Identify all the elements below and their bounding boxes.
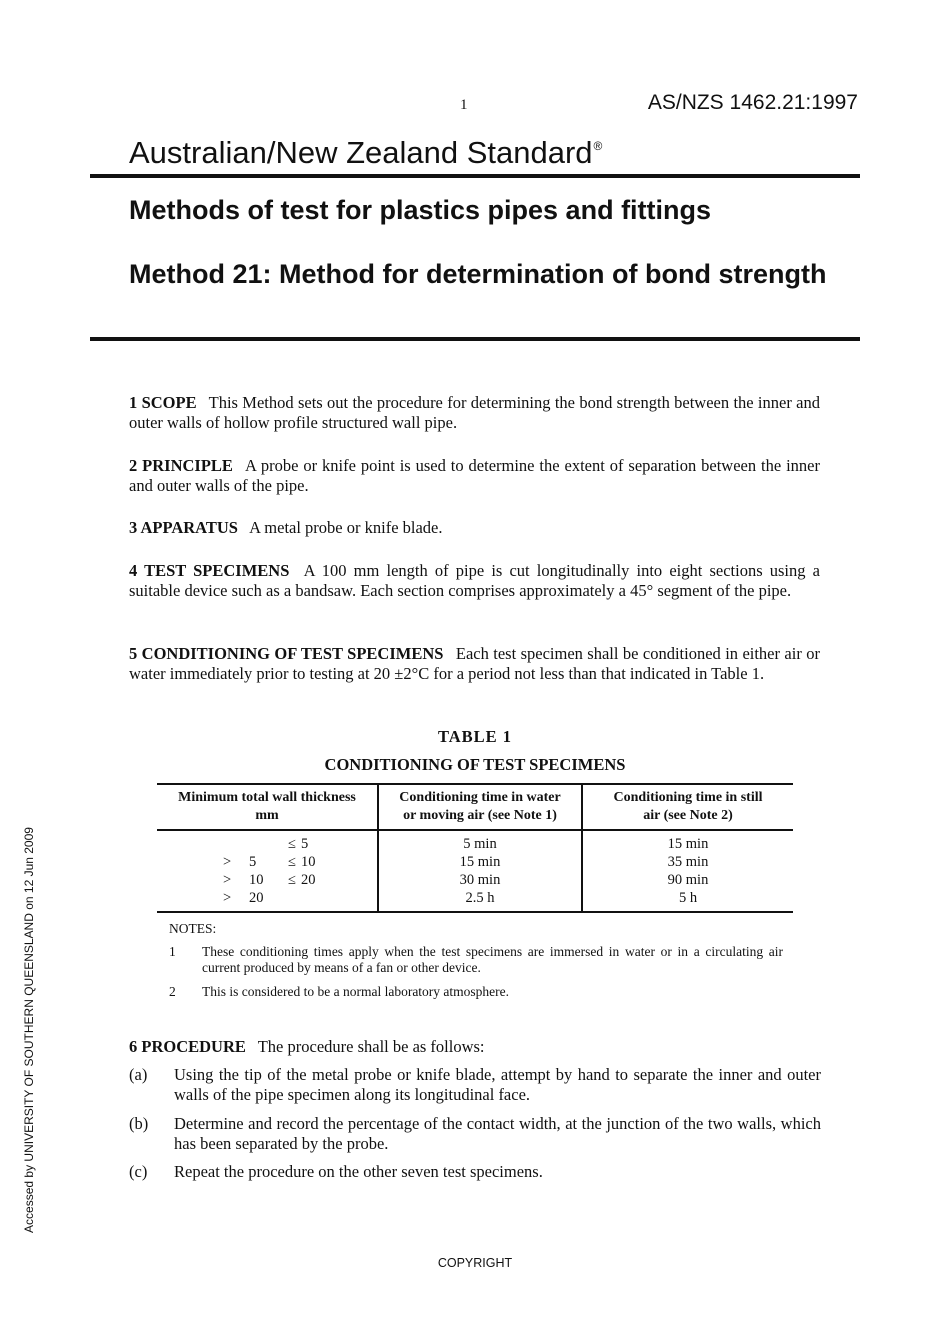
still-air-time: 90 min bbox=[667, 872, 709, 888]
header-rule-bottom bbox=[90, 337, 860, 341]
section-text: The procedure shall be as follows: bbox=[257, 1037, 485, 1056]
table-title: CONDITIONING OF TEST SPECIMENS bbox=[324, 755, 626, 774]
still-air-time: 5 h bbox=[582, 889, 793, 912]
note-text: These conditioning times apply when the test specimens are immersed in water or in a circulating air current produced by means of a fan or other device. bbox=[202, 944, 783, 975]
registered-mark: ® bbox=[593, 139, 603, 153]
thickness-cell bbox=[157, 830, 378, 853]
section-heading: 5 CONDITIONING OF TEST SPECIMENS bbox=[129, 644, 444, 663]
thickness-cell bbox=[157, 871, 378, 889]
table-row bbox=[157, 853, 793, 871]
thickness-op: > bbox=[223, 872, 232, 888]
still-air-time: 35 min bbox=[667, 854, 709, 870]
header-rule-top bbox=[90, 174, 860, 178]
standard-title bbox=[129, 135, 602, 171]
section-scope bbox=[129, 393, 820, 433]
page-number: 1 bbox=[460, 97, 468, 113]
copyright-footer: COPYRIGHT bbox=[437, 1256, 513, 1270]
header-text: air (see Note 2) bbox=[643, 808, 733, 823]
procedure-item-label: (a) bbox=[129, 1065, 148, 1084]
header-text: or moving air (see Note 1) bbox=[403, 808, 557, 823]
header-text: Conditioning time in still bbox=[613, 790, 763, 805]
section-text: A 100 mm length of pipe is cut longitudinally into eight sections using a suitable device such as a bandsaw. Each section comprises approximately a 45° segment of the pipe. bbox=[129, 561, 820, 600]
water-air-time: 5 min bbox=[378, 830, 582, 853]
thickness-max: 5 bbox=[301, 836, 309, 852]
notes-label: NOTES: bbox=[169, 921, 217, 936]
thickness-op: > bbox=[223, 854, 232, 870]
thickness-op: > bbox=[223, 890, 232, 906]
header-water-moving-air bbox=[378, 784, 582, 830]
thickness-cell bbox=[157, 853, 378, 871]
table-row bbox=[157, 889, 793, 912]
section-heading: 2 PRINCIPLE bbox=[129, 456, 233, 475]
header-still-air bbox=[582, 784, 793, 830]
section-principle bbox=[129, 456, 820, 496]
still-air-time: 15 min bbox=[667, 836, 709, 852]
header-wall-thickness bbox=[157, 784, 378, 830]
table-row bbox=[157, 871, 793, 889]
thickness-max: 20 bbox=[301, 872, 316, 888]
series-title: Methods of test for plastics pipes and fittings bbox=[129, 195, 712, 225]
section-procedure bbox=[129, 1037, 820, 1057]
section-test-specimens bbox=[129, 561, 820, 601]
header-unit: mm bbox=[255, 808, 279, 823]
water-air-time: 30 min bbox=[378, 871, 582, 889]
thickness-max: 10 bbox=[301, 854, 316, 870]
section-heading: 6 PROCEDURE bbox=[129, 1037, 246, 1056]
standard-title-text: Australian/New Zealand Standard bbox=[129, 135, 593, 170]
table-header-row bbox=[157, 784, 793, 830]
section-text: Each test specimen shall be conditioned in either air or water immediately prior to testing at 20 ±2°C for a period not less than that indicated in Table 1. bbox=[129, 644, 820, 683]
section-heading: 4 TEST SPECIMENS bbox=[129, 561, 290, 580]
table-number: TABLE 1 bbox=[437, 727, 513, 746]
section-text: A probe or knife point is used to determine the extent of separation between the inner and outer walls of the pipe. bbox=[129, 456, 820, 495]
note-number: 2 bbox=[169, 984, 176, 999]
procedure-item-text: Repeat the procedure on the other seven test specimens. bbox=[174, 1162, 543, 1181]
section-conditioning bbox=[129, 644, 820, 684]
procedure-item-text: Determine and record the percentage of the contact width, at the junction of the two walls, which has been separated by the probe. bbox=[174, 1114, 821, 1153]
water-air-time: 2.5 h bbox=[378, 889, 582, 912]
header-text: Conditioning time in water bbox=[399, 790, 561, 805]
thickness-min: 20 bbox=[249, 890, 264, 906]
header-text: Minimum total wall thickness bbox=[178, 790, 356, 805]
conditioning-table bbox=[157, 783, 793, 913]
section-heading: 3 APPARATUS bbox=[129, 518, 238, 537]
standard-code: AS/NZS 1462.21:1997 bbox=[647, 91, 858, 114]
thickness-min: 10 bbox=[249, 872, 264, 888]
thickness-min: 5 bbox=[249, 854, 257, 870]
method-title: Method 21: Method for determination of bond strength bbox=[129, 259, 827, 289]
thickness-cell bbox=[157, 889, 378, 912]
section-text: A metal probe or knife blade. bbox=[249, 518, 443, 537]
procedure-item-text: Using the tip of the metal probe or knife blade, attempt by hand to separate the inner and outer walls of the pipe specimen along its longitudinal face. bbox=[174, 1065, 821, 1104]
section-text: This Method sets out the procedure for determining the bond strength between the inner and outer walls of hollow profile structured wall pipe. bbox=[129, 393, 820, 432]
thickness-op: ≤ bbox=[288, 836, 296, 852]
section-apparatus bbox=[129, 518, 820, 538]
procedure-item-label: (c) bbox=[129, 1162, 148, 1181]
thickness-op: ≤ bbox=[288, 854, 296, 870]
note-text: This is considered to be a normal laboratory atmosphere. bbox=[202, 984, 510, 999]
access-watermark: Accessed by UNIVERSITY OF SOUTHERN QUEENSLAND on 12 Jun 2009 bbox=[22, 827, 36, 1233]
water-air-time: 15 min bbox=[378, 853, 582, 871]
table-row bbox=[157, 830, 793, 853]
section-heading: 1 SCOPE bbox=[129, 393, 197, 412]
procedure-item-label: (b) bbox=[129, 1114, 149, 1133]
thickness-op: ≤ bbox=[288, 872, 296, 888]
note-number: 1 bbox=[169, 944, 176, 959]
